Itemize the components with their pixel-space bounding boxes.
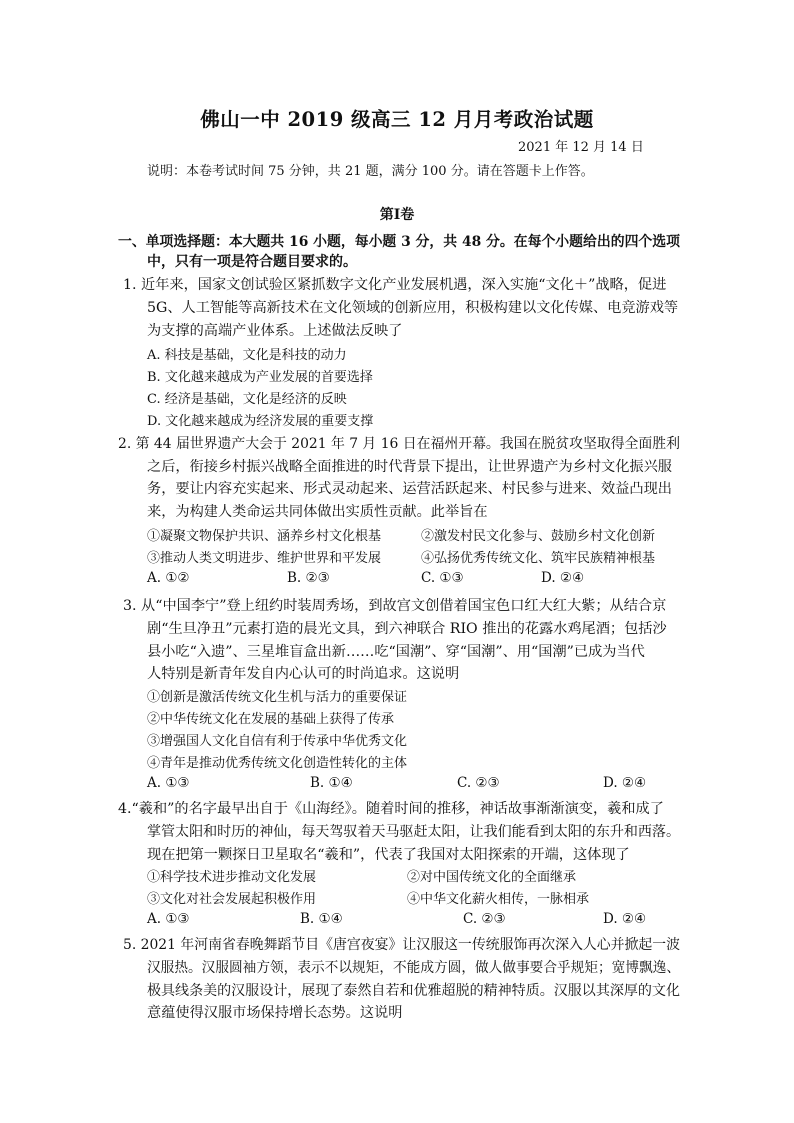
question-2-choice-c: C. ①③ [421,570,464,586]
exam-title: 佛山一中 2019 级高三 12 月月考政治试题 [200,108,594,131]
question-3-line2: 剧“生旦净丑”元素打造的晨光文具，到六神联合 RIO 推出的花露水鸡尾酒；包括沙 [147,621,667,637]
question-5-line4: 意蕴使得汉服市场保持增长态势。这说明 [147,1005,403,1021]
question-2-statement-2: ②激发村民文化参与、鼓励乡村文化创新 [421,529,656,544]
question-3-line1: 3. 从“中国李宁”登上纽约时装周秀场，到故宫文创借着国宝色口红大红大紫；从结合京 [123,598,667,614]
question-2-line4: 来，为构建人类命运共同体做出实质性贡献。此举旨在 [147,504,488,520]
question-3-choice-d: D. ②④ [603,775,647,791]
question-1-option-b: B. 文化越来越成为产业发展的首要选择 [147,370,373,385]
question-2-line3: 务，要让内容充实起来、形式灵动起来、运营活跃起来、村民参与进来、效益凸现出 [147,481,672,497]
question-3-choice-b: B. ①④ [310,775,353,791]
question-4-statement-1: ①科学技术进步推动文化发展 [147,870,317,885]
question-5-line1: 5. 2021 年河南省春晚舞蹈节目《唐宫夜宴》让汉服这一传统服饰再次深入人心并掀起一波 [123,937,681,953]
question-3-statement-3: ③增强国人文化自信有利于传承中华优秀文化 [147,734,408,749]
exam-instructions: 说明：本卷考试时间 75 分钟，共 21 题，满分 100 分。请在答题卡上作答。 [147,164,594,179]
question-5-line3: 极具线条美的汉服设计，展现了泰然自若和优雅超脱的精神特质。汉服以其深厚的文化 [147,983,680,999]
question-3-line3: 县小吃“入遗”、三星堆盲盒出新……吃“国潮”、穿“国潮”、用“国潮”已成为当代 [147,644,645,660]
question-2-choice-a: A. ①② [147,570,190,586]
question-4-statement-4: ④中华文化薪火相传，一脉相承 [407,892,590,907]
question-3-choice-c: C. ②③ [457,775,500,791]
question-4-choice-b: B. ①④ [300,911,343,927]
question-4-line3: 现在把第一颗探日卫星取名“羲和”，代表了我国对太阳探索的开端，这体现了 [147,847,630,863]
question-4-line2: 掌管太阳和时历的神仙，每天驾驭着天马驱赶太阳，让我们能看到太阳的东升和西落。 [147,824,680,840]
section-heading-line1: 一、单项选择题：本大题共 16 小题，每小题 3 分，共 48 分。在每个小题给出的四个选项 [118,234,680,250]
question-3-statement-4: ④青年是推动优秀传统文化创造性转化的主体 [147,756,408,771]
question-4-line1: 4.“羲和”的名字最早出自于《山海经》。随着时间的推移，神话故事渐渐演变，羲和成了 [118,801,664,817]
question-4-choice-c: C. ②③ [463,911,506,927]
question-1-option-c: C. 经济是基础，文化是经济的反映 [147,392,347,407]
question-3-choice-a: A. ①③ [147,775,190,791]
question-2-line2: 之后，衔接乡村振兴战略全面推进的时代背景下提出，让世界遗产为乡村文化振兴服 [147,459,672,475]
question-3-statement-1: ①创新是激活传统文化生机与活力的重要保证 [147,690,408,705]
question-2-choice-d: D. ②④ [541,570,585,586]
question-3-statement-2: ②中华传统文化在发展的基础上获得了传承 [147,712,395,727]
question-1-option-a: A. 科技是基础，文化是科技的动力 [147,348,347,363]
exam-date: 2021 年 12 月 14 日 [518,140,644,155]
question-2-statement-3: ③推动人类文明进步、维护世界和平发展 [147,551,382,566]
question-4-choice-d: D. ②④ [603,911,647,927]
question-2-statement-1: ①凝聚文物保护共识、涵养乡村文化根基 [147,529,382,544]
question-3-line4: 人特别是新青年发自内心认可的时尚追求。这说明 [147,666,460,682]
section-heading-line2: 中，只有一项是符合题目要求的。 [147,254,357,270]
question-1-line1: 1. 近年来，国家文创试验区紧抓数字文化产业发展机遇，深入实施“文化＋”战略，促进 [123,277,667,293]
question-1-line3: 为支撑的高端产业体系。上述做法反映了 [147,323,403,339]
question-1-line2: 5G、人工智能等高新技术在文化领域的创新应用，积极构建以文化传媒、电竞游戏等 [147,300,679,316]
question-4-statement-2: ②对中国传统文化的全面继承 [407,870,577,885]
question-4-choice-a: A. ①③ [147,911,190,927]
question-1-option-d: D. 文化越来越成为经济发展的重要支撑 [147,414,374,429]
question-5-line2: 汉服热。汉服圆袖方领，表示不以规矩，不能成方圆，做人做事要合乎规矩；宽博飘逸、 [147,960,681,976]
question-2-choice-b: B. ②③ [287,570,330,586]
question-2-line1: 2. 第 44 届世界遗产大会于 2021 年 7 月 16 日在福州开幕。我国在脱贫攻坚取得全面胜利 [118,436,681,452]
volume-heading: 第Ⅰ卷 [379,207,415,223]
question-2-statement-4: ④弘扬优秀传统文化、筑牢民族精神根基 [421,551,656,566]
question-4-statement-3: ③文化对社会发展起积极作用 [147,892,317,907]
